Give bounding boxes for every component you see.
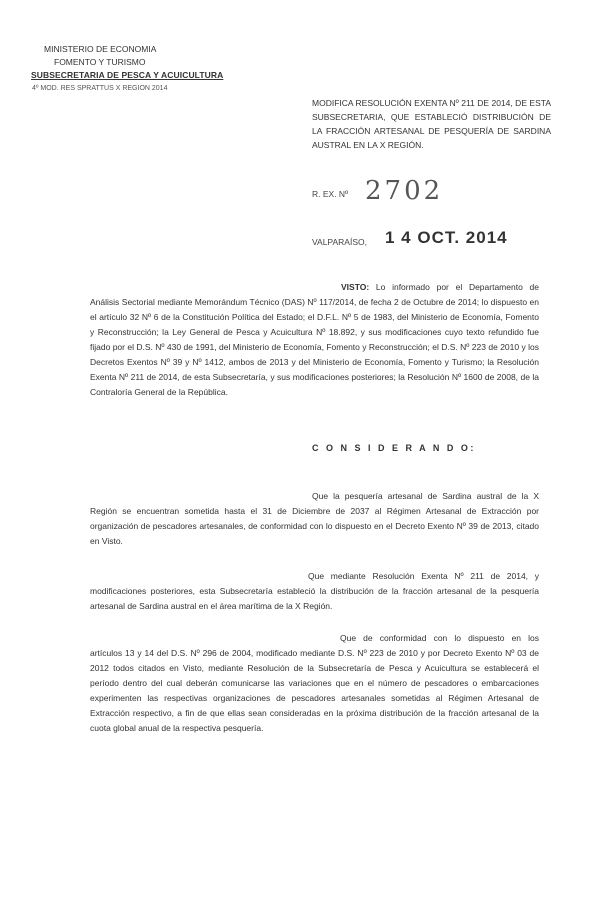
visto-lead: VISTO: <box>341 282 370 292</box>
considerando-paragraph-1: Que la pesquería artesanal de Sardina austral de la X Región se encuentran sometida hasta el 31 de Diciembre de 2037 al Régimen Artesanal de Extracción por organización de pescadores artesanales, de conformidad con lo dispuesto en el Decreto Exento Nº 39 de 2013, citado en Visto. <box>90 491 539 546</box>
ministry-subtitle: FOMENTO Y TURISMO <box>54 57 146 67</box>
visto-paragraph <box>90 280 539 400</box>
resolution-subject: MODIFICA RESOLUCIÓN EXENTA Nº 211 DE 2014, DE ESTA SUBSECRETARIA, QUE ESTABLECIÓ DISTRIBUCIÓN DE LA FRACCIÓN ARTESANAL DE PESQUERÍA DE SARDINA AUSTRAL EN LA X REGIÓN. <box>312 98 551 150</box>
document-reference: 4º MOD. RES SPRATTUS X REGION 2014 <box>32 85 168 92</box>
resolution-label: R. EX. Nº <box>312 189 349 199</box>
considerando-heading: C O N S I D E R A N D O: <box>312 443 476 453</box>
resolution-number: 2702 <box>365 176 444 206</box>
considerando-paragraph-3: Que de conformidad con lo dispuesto en los artículos 13 y 14 del D.S. Nº 296 de 2004, modificado mediante D.S. Nº 223 de 2010 y por Decreto Exento Nº 03 de 2012 todos citados en Visto, mediante Resolución de la Subsecretaría de Pesca y Acuicultura se establecerá el período dentro del cual deberán comunicarse las variaciones que en el número de pescadores o embarcaciones experimenten las respectivas organizaciones de pescadores artesanales sometidas al Régimen Artesanal de Extracción respectivo, a fin de que ellas sean consideradas en la próxima distribución de la fracción artesanal de la cuota global anual de la respectiva pesquería. <box>90 633 539 733</box>
considerando-paragraph-2: Que mediante Resolución Exenta Nº 211 de 2014, y modificaciones posteriores, esta Subsecretaría estableció la distribución de la fracción artesanal de la pesquería artesanal de Sardina austral en el área marítima de la X Región. <box>90 571 539 611</box>
place-city: VALPARAÍSO, <box>312 237 367 247</box>
date-stamp: 1 4 OCT. 2014 <box>385 228 508 247</box>
ministry-name: MINISTERIO DE ECONOMIA <box>44 44 157 54</box>
subsecretaria-name: SUBSECRETARIA DE PESCA Y ACUICULTURA <box>31 70 224 80</box>
visto-text: Lo informado por el Departamento de Análisis Sectorial mediante Memorándum Técnico (DAS) Nº 117/2014, de fecha 2 de Octubre de 2014; lo dispuesto en el artículo 32 Nº 6 de la Constitución Política del Estado; el D.F.L. Nº 5 de 1983, del Ministerio de Economía, Fomento y Reconstrucción; la Ley General de Pesca y Acuicultura Nº 18.892, y sus modificaciones cuyo texto refundido fue fijado por el D.S. Nº 430 de 1991, del Ministerio de Economía, Fomento y Reconstrucción; el D.S. Nº 223 de 2010 y los Decretos Exentos Nº 39 y Nº 1412, ambos de 2013 y del Ministerio de Economía, Fomento y Turismo; la Resolución Exenta Nº 211 de 2014, de esta Subsecretaría, y sus modificaciones posteriores; la Resolución Nº 1600 de 2008, de la Contraloría General de la República. <box>90 282 539 397</box>
